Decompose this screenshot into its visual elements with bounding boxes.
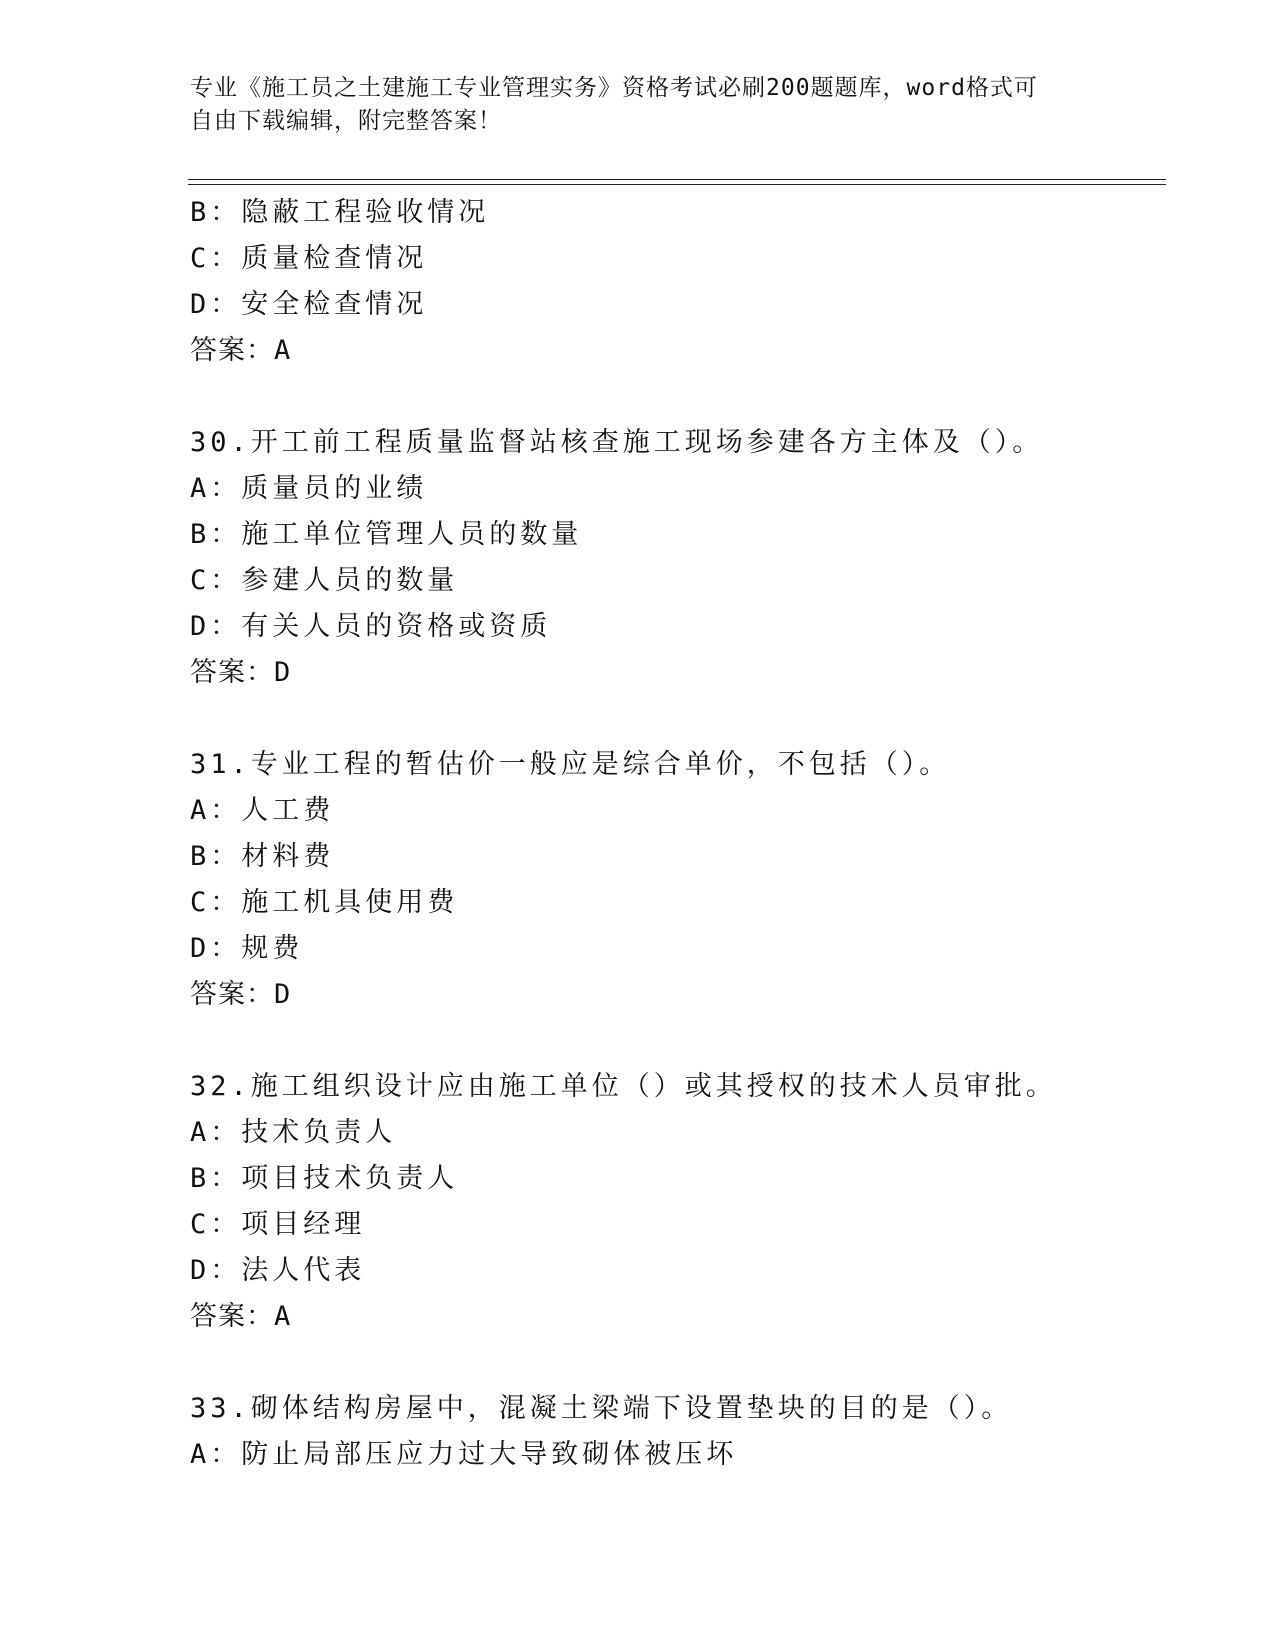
answer-line: 答案：D bbox=[190, 657, 292, 688]
answer-line: 答案：D bbox=[190, 979, 292, 1010]
option-c: C：施工机具使用费 bbox=[190, 887, 459, 918]
answer-line: 答案：A bbox=[190, 335, 292, 366]
question-stem: 30.开工前工程质量监督站核查施工现场参建各方主体及（）。 bbox=[190, 427, 1044, 458]
option-d: D：安全检查情况 bbox=[190, 289, 428, 320]
header-line-1: 专业《施工员之土建施工专业管理实务》资格考试必刷200题题库，word格式可 bbox=[190, 75, 1038, 101]
option-d: D：有关人员的资格或资质 bbox=[190, 611, 552, 642]
option-c: C：质量检查情况 bbox=[190, 243, 428, 274]
document-header bbox=[190, 72, 1090, 138]
option-c: C：项目经理 bbox=[190, 1209, 366, 1240]
option-b: B：项目技术负责人 bbox=[190, 1163, 459, 1194]
question-stem: 33.砌体结构房屋中，混凝土梁端下设置垫块的目的是（）。 bbox=[190, 1393, 1013, 1424]
option-b: B：隐蔽工程验收情况 bbox=[190, 197, 490, 228]
question-stem: 32.施工组织设计应由施工单位（）或其授权的技术人员审批。 bbox=[190, 1071, 1057, 1102]
spacer bbox=[190, 1018, 1170, 1064]
question-block-31 bbox=[190, 742, 1170, 1018]
spacer bbox=[190, 1340, 1170, 1386]
option-a: A：人工费 bbox=[190, 795, 335, 826]
option-a: A：技术负责人 bbox=[190, 1117, 397, 1148]
option-a: A：质量员的业绩 bbox=[190, 473, 428, 504]
option-d: D：规费 bbox=[190, 933, 304, 964]
option-b: B：材料费 bbox=[190, 841, 335, 872]
spacer bbox=[190, 696, 1170, 742]
question-block-32 bbox=[190, 1064, 1170, 1340]
question-block-30 bbox=[190, 420, 1170, 696]
option-d: D：法人代表 bbox=[190, 1255, 366, 1286]
header-divider-bottom bbox=[188, 184, 1166, 185]
spacer bbox=[190, 374, 1170, 420]
question-list bbox=[190, 190, 1170, 1478]
header-divider-top bbox=[188, 179, 1166, 180]
option-b: B：施工单位管理人员的数量 bbox=[190, 519, 583, 550]
answer-line: 答案：A bbox=[190, 1301, 292, 1332]
question-block-29 bbox=[190, 190, 1170, 374]
option-a: A：防止局部压应力过大导致砌体被压坏 bbox=[190, 1439, 738, 1470]
option-c: C：参建人员的数量 bbox=[190, 565, 459, 596]
question-block-33 bbox=[190, 1386, 1170, 1478]
question-stem: 31.专业工程的暂估价一般应是综合单价，不包括（）。 bbox=[190, 749, 951, 780]
header-line-2: 自由下载编辑，附完整答案！ bbox=[190, 108, 502, 134]
